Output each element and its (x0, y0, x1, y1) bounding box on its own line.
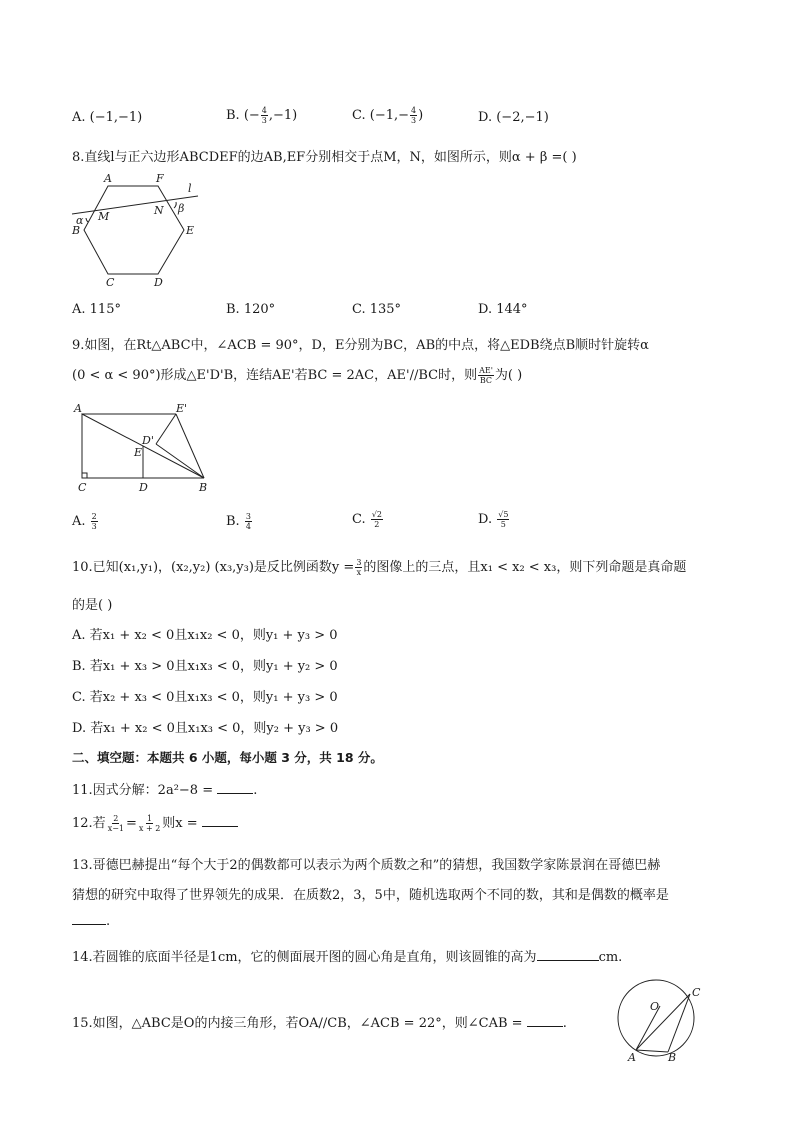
q10-option-b: B. 若x₁ + x₃ > 0且x₁x₃ < 0，则y₁ + y₂ > 0 (72, 659, 338, 674)
hexagon-shape (84, 186, 184, 274)
q8-hexagon-figure (68, 168, 208, 290)
q7-b-fraction: $\frac{4}{3}$ (261, 106, 267, 125)
label-D: D (154, 276, 163, 289)
q10-option-c: C. 若x₂ + x₃ < 0且x₁x₃ < 0，则y₁ + y₃ > 0 (72, 690, 338, 705)
label-E: E (186, 224, 195, 237)
q12-answer-blank[interactable] (202, 825, 238, 827)
q9-option-c: C. $\frac{√2}{2}$ (352, 510, 382, 529)
q15-stem: 15.如图，△ABC是O的内接三角形，若OA//CB，∠ACB = 22°，则∠CAB = . (72, 1016, 567, 1031)
q10-stem-line1: 10.已知(x₁,y₁)，(x₂,y₂) (x₃,y₃)是反比例函数y = $\frac{3}{x}$ 的图像上的三点，且x₁ < x₂ < x₃，则下列命题是真命题 (72, 558, 687, 577)
segment-AC (636, 994, 690, 1050)
label-C: C (106, 276, 115, 289)
label-alpha: α (76, 214, 84, 227)
q10-option-a: A. 若x₁ + x₂ < 0且x₁x₂ < 0，则y₁ + y₃ > 0 (72, 628, 338, 643)
segment-E1D1 (156, 414, 176, 444)
section-heading-fill-in: 二、填空题：本题共 6 小题，每小题 3 分，共 18 分。 (72, 750, 383, 765)
label-M: M (98, 210, 110, 223)
label-B: B (199, 481, 208, 494)
label-A: A (628, 1051, 636, 1064)
q9-stem-fraction: $\frac{AE'}{BC}$ (479, 366, 493, 385)
q8-stem: 8.直线l与正六边形ABCDEF的边AB,EF分别相交于点M，N，如图所示，则α + β =( ) (72, 150, 577, 165)
label-B: B (72, 224, 81, 237)
label-beta: β (178, 202, 185, 215)
q13-stem-line2: 猜想的研究中取得了世界领先的成果．在质数2，3，5中，随机选取两个不同的数，其和是偶数的概率是 (72, 888, 669, 903)
label-F: F (156, 172, 164, 185)
q10-stem-fraction: $\frac{3}{x}$ (356, 558, 362, 577)
q8-option-d: D. 144° (478, 302, 528, 317)
q15-answer-blank[interactable] (527, 1025, 563, 1027)
q10-stem-line2: 的是( ) (72, 598, 113, 613)
q10-option-d: D. 若x₁ + x₂ < 0且x₁x₃ < 0，则y₂ + y₃ > 0 (72, 721, 339, 736)
q8-option-b: B. 120° (226, 302, 276, 317)
q9-option-d: D. $\frac{√5}{5}$ (478, 510, 509, 529)
label-D: D (139, 481, 148, 494)
alpha-arc (86, 218, 88, 222)
label-D-prime: D' (142, 434, 154, 447)
q12-stem: 12.若 $\frac{2}{x-1}$ = $\frac{1}{x + 2}$ 则x = (72, 812, 238, 833)
beta-arc (174, 202, 176, 208)
q7-c-fraction: $\frac{4}{3}$ (411, 106, 417, 125)
q11-answer-blank[interactable] (217, 792, 253, 794)
q9-option-b: B. $\frac{3}{4}$ (226, 512, 251, 531)
label-A: A (104, 172, 112, 185)
q14-answer-blank[interactable] (537, 959, 599, 961)
q9-stem-line2: (0 < α < 90°)形成△E'D'B，连结AE'若BC = 2AC，AE'//BC时，则 $\frac{AE'}{BC}$ 为( ) (72, 366, 523, 385)
q7-option-d: D. (−2,−1) (478, 110, 549, 125)
label-E: E (134, 446, 143, 459)
q7-option-a: A. (−1,−1) (72, 110, 143, 125)
q13-stem-line3: . (72, 914, 110, 929)
q7-option-c: C. (−1,− $\frac{4}{3}$ ) (352, 106, 424, 125)
label-l: l (188, 182, 192, 195)
q13-stem-line1: 13.哥德巴赫提出“每个大于2的偶数都可以表示为两个质数之和”的猜想，我国数学家陈景润在哥德巴赫 (72, 858, 661, 873)
q9-stem-line1: 9.如图，在Rt△ABC中，∠ACB = 90°，D，E分别为BC，AB的中点，将△EDB绕点B顺时针旋转α (72, 338, 649, 353)
label-C: C (692, 986, 701, 999)
q8-option-c: C. 135° (352, 302, 402, 317)
q9-triangle-figure (72, 400, 222, 496)
q13-answer-blank[interactable] (72, 923, 106, 925)
label-E-prime: E' (176, 402, 188, 415)
label-C: C (78, 481, 87, 494)
right-angle-mark (82, 473, 87, 478)
q11-stem: 11.因式分解：2a²−8 = . (72, 783, 258, 798)
q8-option-a: A. 115° (72, 302, 121, 317)
label-O: O (650, 1000, 660, 1013)
circle-O (618, 980, 694, 1056)
label-B: B (668, 1051, 677, 1064)
q7-option-b: B. (− $\frac{4}{3}$ ,−1) (226, 106, 298, 125)
segment-AB (636, 1050, 668, 1052)
q9-option-a: A. $\frac{2}{3}$ (72, 512, 97, 531)
segment-BC (668, 994, 690, 1052)
label-A: A (74, 402, 82, 415)
q14-stem: 14.若圆锥的底面半径是1cm，它的侧面展开图的圆心角是直角，则该圆锥的高为 cm. (72, 950, 623, 965)
q15-circle-figure (612, 972, 712, 1064)
label-N: N (154, 204, 164, 217)
